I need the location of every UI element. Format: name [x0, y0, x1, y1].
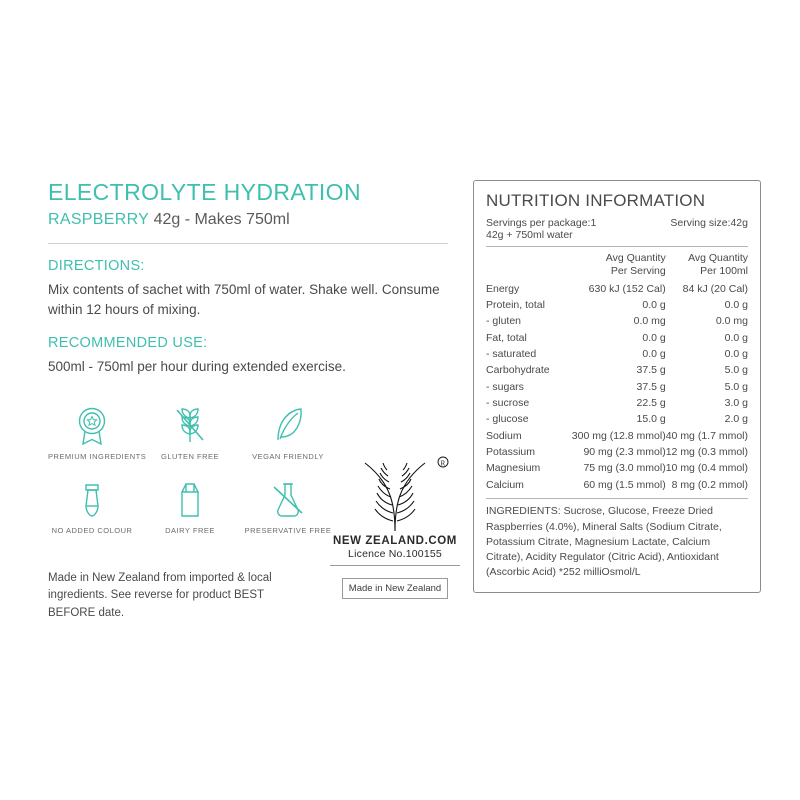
badge-row-2 [48, 477, 348, 535]
value-per-serving: 0.0 g [642, 331, 666, 344]
table-header-row [486, 252, 748, 281]
nutrition-table [486, 252, 748, 493]
badge-label: GLUTEN FREE [160, 451, 219, 461]
badge-label: VEGAN FRIENDLY [252, 451, 324, 461]
nutrition-information-panel [473, 180, 761, 593]
nutrient-label: Fat, total [486, 331, 527, 344]
value-per-serving: 37.5 g [636, 364, 666, 377]
badge-gluten-free [146, 403, 234, 461]
value-per-serving: 15.0 g [636, 413, 666, 426]
badge-row-1 [48, 403, 348, 461]
value-per-100ml: 5.0 g [724, 364, 748, 377]
value-per-100ml: 0.0 g [724, 331, 748, 344]
servings-per-package: Servings per package:1 [486, 217, 597, 229]
nutrient-label: Carbohydrate [486, 364, 550, 377]
column-header-per-serving: Avg Quantity Per Serving [605, 252, 666, 278]
page-title: ELECTROLYTE HYDRATION [48, 179, 361, 205]
ingredients-text: INGREDIENTS: Sucrose, Glucose, Freeze Dried Raspberries (4.0%), Mineral Salts (Sodium Citrate, Potassium Citrate, Magnesium Lactate, Calcium Citrate), Acidity Regulator (Citric Acid), Antioxidant (Ascorbic Acid) *252 milliOsmol/L [486, 505, 722, 579]
recommended-use-heading: RECOMMENDED USE: [48, 335, 208, 352]
nutrient-label: - sugars [486, 380, 524, 393]
table-row [486, 428, 748, 444]
badge-vegan-friendly [244, 403, 332, 461]
nutrition-servings-line [486, 217, 748, 229]
product-subtitle [48, 211, 448, 229]
table-row [486, 412, 748, 428]
origin-note: Made in New Zealand from imported & local ingredients. See reverse for product BEST BEFORE date. [48, 572, 272, 619]
milk-carton-icon [146, 477, 234, 521]
divider [486, 498, 748, 499]
value-per-100ml: 8 mg (0.2 mmol) [671, 478, 748, 491]
value-per-serving: 0.0 g [642, 299, 666, 312]
nutrient-label: Magnesium [486, 462, 541, 475]
value-per-serving: 90 mg (2.3 mmol) [583, 445, 666, 458]
recommended-use-body: 500ml - 750ml per hour during extended exercise. [48, 359, 346, 375]
table-row [486, 347, 748, 363]
value-per-serving: 75 mg (3.0 mmol) [583, 462, 666, 475]
flask-icon [244, 477, 332, 521]
badge-label: PRESERVATIVE FREE [244, 525, 332, 535]
value-per-100ml: 3.0 g [724, 397, 748, 410]
value-per-serving: 0.0 g [642, 348, 666, 361]
value-per-100ml: 5.0 g [724, 380, 748, 393]
divider [486, 246, 748, 247]
nutrient-label: Potassium [486, 445, 536, 458]
value-per-serving: 22.5 g [636, 397, 666, 410]
badge-label: PREMIUM INGREDIENTS [48, 451, 147, 461]
badge-preservative-free [244, 477, 332, 535]
value-per-100ml: 84 kJ (20 Cal) [682, 282, 748, 295]
product-flavour: RASPBERRY [48, 211, 150, 229]
column-header-per-100ml: Avg Quantity Per 100ml [688, 252, 748, 278]
badge-label: DAIRY FREE [165, 525, 215, 535]
value-per-serving: 0.0 mg [633, 315, 666, 328]
nutrient-label: Sodium [486, 429, 522, 442]
value-per-serving: 630 kJ (152 Cal) [588, 282, 666, 295]
table-row [486, 363, 748, 379]
nutrient-label: Calcium [486, 478, 524, 491]
divider [48, 243, 448, 244]
serving-sub-note: 42g + 750ml water [486, 229, 573, 241]
value-per-100ml: 2.0 g [724, 413, 748, 426]
value-per-100ml: 0.0 g [724, 299, 748, 312]
medal-icon [48, 403, 136, 447]
certification-badges [48, 403, 348, 535]
nz-brand-text: NEW ZEALAND.COM [333, 535, 457, 547]
nutrition-title: NUTRITION INFORMATION [486, 191, 706, 210]
value-per-100ml: 10 mg (0.4 mmol) [665, 462, 748, 475]
silver-fern-icon [335, 455, 455, 533]
table-row [486, 461, 748, 477]
table-row [486, 298, 748, 314]
value-per-serving: 300 mg (12.8 mmol) [571, 429, 666, 442]
nutrient-label: Protein, total [486, 299, 545, 312]
badge-premium-ingredients [48, 403, 147, 461]
eyedropper-icon [48, 477, 136, 521]
value-per-100ml: 0.0 g [724, 348, 748, 361]
value-per-serving: 37.5 g [636, 380, 666, 393]
directions-body: Mix contents of sachet with 750ml of water. Shake well. Consume within 12 hours of mixing. [48, 282, 440, 317]
value-per-100ml: 40 mg (1.7 mmol) [665, 429, 748, 442]
nutrient-label: - sucrose [486, 397, 530, 410]
table-row [486, 330, 748, 346]
badge-no-added-colour [48, 477, 136, 535]
leaf-icon [244, 403, 332, 447]
badge-dairy-free [146, 477, 234, 535]
directions-heading: DIRECTIONS: [48, 258, 145, 275]
nz-licence-number: Licence No.100155 [330, 548, 460, 566]
table-row [486, 314, 748, 330]
value-per-serving: 60 mg (1.5 mmol) [583, 478, 666, 491]
nutrient-label: Energy [486, 282, 520, 295]
svg-text:R: R [440, 459, 446, 468]
made-in-new-zealand-badge: Made in New Zealand [342, 578, 448, 599]
table-row [486, 379, 748, 395]
nutrient-label: - saturated [486, 348, 537, 361]
badge-label: NO ADDED COLOUR [51, 525, 133, 535]
value-per-100ml: 0.0 mg [715, 315, 748, 328]
nutrient-label: - glucose [486, 413, 529, 426]
table-row [486, 395, 748, 411]
nutrient-label: - gluten [486, 315, 522, 328]
serving-size: Serving size:42g [670, 217, 748, 229]
table-row [486, 281, 748, 297]
wheat-icon [146, 403, 234, 447]
table-row [486, 444, 748, 460]
value-per-100ml: 12 mg (0.3 mmol) [665, 445, 748, 458]
product-size: 42g - Makes 750ml [153, 211, 290, 229]
new-zealand-mark [330, 455, 460, 599]
table-row [486, 477, 748, 493]
